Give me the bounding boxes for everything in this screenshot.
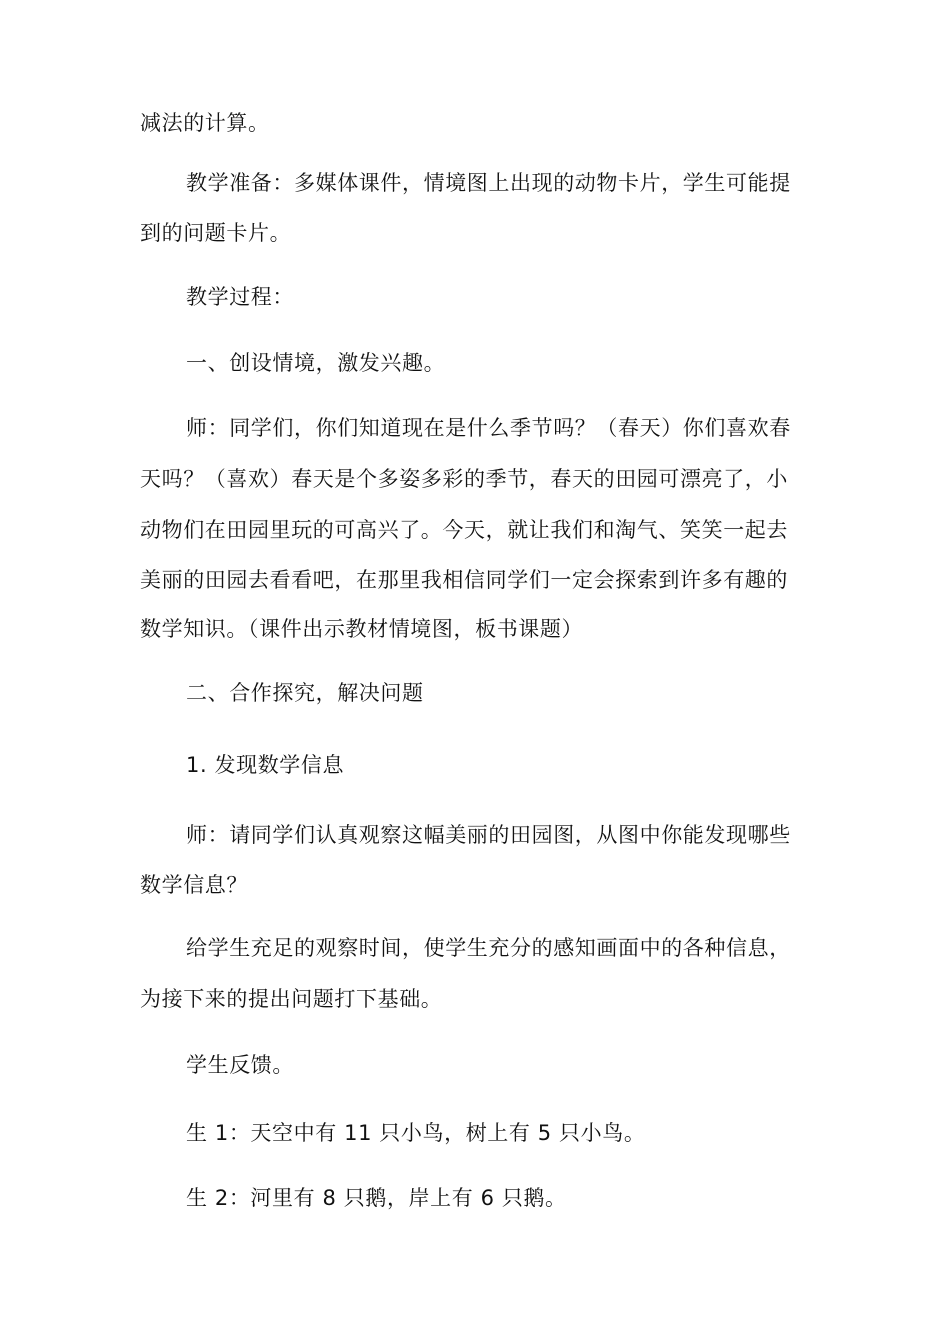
text-line: 到的问题卡片。: [140, 221, 292, 245]
student-answer-2: 生 2：河里有 8 只鹅，岸上有 6 只鹅。: [186, 1186, 567, 1210]
paragraph-teacher-question: 师：请同学们认真观察这幅美丽的田园图，从图中你能发现哪些: [186, 823, 791, 847]
paragraph-teaching-prep: 教学准备：多媒体课件，情境图上出现的动物卡片，学生可能提: [186, 171, 791, 195]
text-line: 数学知识。（课件出示教材情境图，板书课题）: [140, 617, 584, 641]
section-heading-2: 二、合作探究，解决问题: [186, 681, 424, 705]
paragraph-student-feedback: 学生反馈。: [186, 1053, 294, 1077]
text-line: 数学信息？: [140, 873, 248, 897]
text-line: 为接下来的提出问题打下基础。: [140, 987, 443, 1011]
paragraph-teacher-intro: 师：同学们，你们知道现在是什么季节吗？（春天）你们喜欢春: [186, 416, 791, 440]
student-answer-1: 生 1：天空中有 11 只小鸟，树上有 5 只小鸟。: [186, 1121, 646, 1145]
paragraph-observation: 给学生充足的观察时间，使学生充分的感知画面中的各种信息，: [186, 936, 791, 960]
text-line: 天吗？（喜欢）春天是个多姿多彩的季节，春天的田园可漂亮了，小: [140, 467, 788, 491]
text-line: 动物们在田园里玩的可高兴了。今天，就让我们和淘气、笑笑一起去: [140, 518, 788, 542]
text-line: 美丽的田园去看看吧，在那里我相信同学们一定会探索到许多有趣的: [140, 568, 788, 592]
subsection-heading-1: 1. 发现数学信息: [186, 753, 345, 777]
section-heading-1: 一、创设情境，激发兴趣。: [186, 351, 446, 375]
text-line: 减法的计算。: [140, 111, 270, 135]
heading-teaching-process: 教学过程：: [186, 285, 294, 309]
